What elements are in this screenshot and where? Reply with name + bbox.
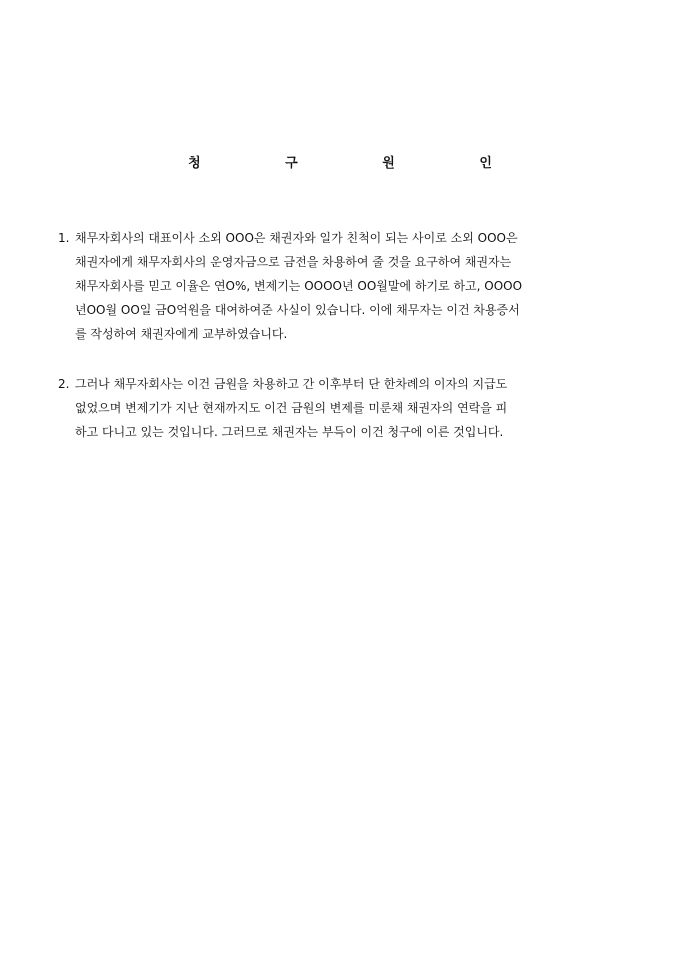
claim-item-line: 채무자회사를 믿고 이율은 연O%, 변제기는 OOOO년 OO월말에 하기로 하고, OOOO: [75, 279, 523, 293]
document-title: 청 구 원 인: [188, 156, 532, 171]
claim-item-2: [58, 372, 623, 444]
claim-item-line: 채권자에게 채무자회사의 운영자금으로 금전을 차용하여 줄 것을 요구하여 채권자는: [75, 255, 512, 269]
claim-item-number: 1.: [58, 231, 70, 245]
claim-item-line: 를 작성하여 채권자에게 교부하였습니다.: [75, 327, 288, 341]
claim-item-line: 2. 그러나 채무자회사는 이건 금원을 차용하고 간 이후부터 단 한차례의 이자의 지급도: [58, 372, 623, 396]
claim-item-line: 년OO월 OO일 금O억원을 대여하여준 사실이 있습니다. 이에 채무자는 이건 차용증서: [75, 303, 520, 317]
claim-item-number: 2.: [58, 377, 70, 391]
claim-item-1: [58, 226, 623, 346]
claim-item-line: 1. 채무자회사의 대표이사 소외 OOO은 채권자와 일가 친척이 되는 사이로 소외 OOO은: [58, 226, 623, 250]
claim-item-line: 없었으며 변제기가 지난 현재까지도 이건 금원의 변제를 미룬채 채권자의 연락을 피: [75, 401, 508, 415]
claim-item-line: 하고 다니고 있는 것입니다. 그러므로 채권자는 부득이 이건 청구에 이른 것입니다.: [75, 425, 504, 439]
